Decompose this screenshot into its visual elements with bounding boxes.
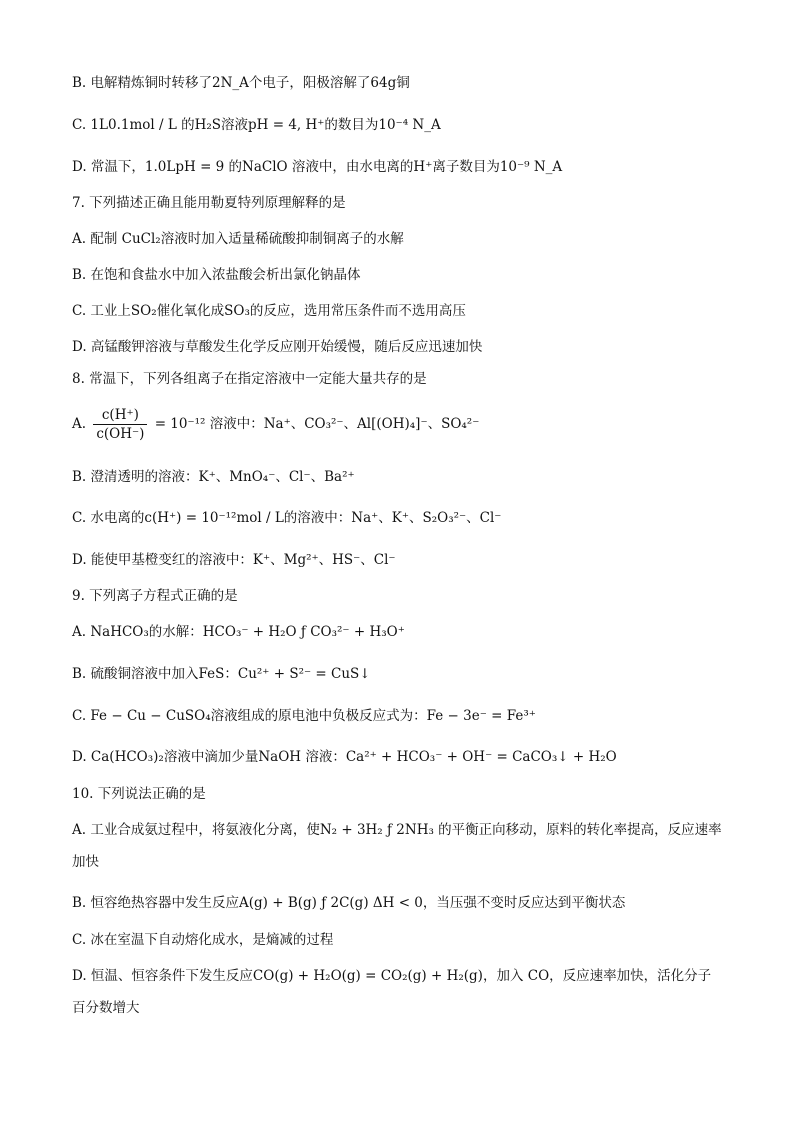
q10-option-b: B. 恒容绝热容器中发生反应A(g) + B(g) ƒ 2C(g) ΔH < 0，当压强不变时反应达到平衡状态 (72, 895, 626, 911)
q8-option-a-label: A. (72, 416, 87, 432)
q10-option-d: D. 恒温、恒容条件下发生反应CO(g) + H₂O(g) = CO₂(g) + H₂(g)，加入 CO，反应速率加快，活化分子百分数增大 (72, 968, 712, 1016)
q8-stem: 8. 常温下，下列各组离子在指定溶液中一定能大量共存的是 (72, 371, 427, 387)
q8-option-a-rest: = 10⁻¹² 溶液中：Na⁺、CO₃²⁻、Al[(OH)₄]⁻、SO₄²⁻ (154, 416, 480, 432)
q9-option-c: C. Fe − Cu − CuSO₄溶液组成的原电池中负极反应式为：Fe − 3e⁻ = Fe³⁺ (72, 708, 536, 724)
q8-option-a (72, 404, 479, 444)
q7-stem: 7. 下列描述正确且能用勒夏特列原理解释的是 (72, 195, 346, 211)
q7-option-c: C. 工业上SO₂催化氧化成SO₃的反应，选用常压条件而不选用高压 (72, 303, 466, 319)
fraction-denominator: c(OH⁻) (96, 426, 145, 442)
q10-stem: 10. 下列说法正确的是 (72, 786, 206, 802)
q7-option-b: B. 在饱和食盐水中加入浓盐酸会析出氯化钠晶体 (72, 267, 361, 283)
q9-option-b: B. 硫酸铜溶液中加入FeS：Cu²⁺ + S²⁻ = CuS↓ (72, 666, 371, 682)
fraction-numerator: c(H⁺) (93, 406, 147, 425)
q8-option-d: D. 能使甲基橙变红的溶液中：K⁺、Mg²⁺、HS⁻、Cl⁻ (72, 552, 396, 568)
q8-option-b: B. 澄清透明的溶液：K⁺、MnO₄⁻、Cl⁻、Ba²⁺ (72, 469, 355, 485)
q8-option-c: C. 水电离的c(H⁺) = 10⁻¹²mol / L的溶液中：Na⁺、K⁺、S₂O₃²⁻、Cl⁻ (72, 510, 502, 526)
q6-option-d: D. 常温下，1.0LpH = 9 的NaClO 溶液中，由水电离的H⁺离子数目为10⁻⁹ N_A (72, 159, 563, 175)
q9-option-a: A. NaHCO₃的水解：HCO₃⁻ + H₂O ƒ CO₃²⁻ + H₃O⁺ (72, 624, 405, 640)
q6-option-b: B. 电解精炼铜时转移了2N_A个电子，阳极溶解了64g铜 (72, 75, 410, 91)
q6-option-c: C. 1L0.1mol / L 的H₂S溶液pH = 4, H⁺的数目为10⁻⁴ N_A (72, 117, 441, 133)
fraction (93, 406, 147, 443)
q9-stem: 9. 下列离子方程式正确的是 (72, 588, 238, 604)
q7-option-a: A. 配制 CuCl₂溶液时加入适量稀硫酸抑制铜离子的水解 (72, 231, 404, 247)
q9-option-d: D. Ca(HCO₃)₂溶液中滴加少量NaOH 溶液：Ca²⁺ + HCO₃⁻ + OH⁻ = CaCO₃↓ + H₂O (72, 749, 617, 765)
q10-option-a: A. 工业合成氨过程中，将氨液化分离，使N₂ + 3H₂ ƒ 2NH₃ 的平衡正向移动，原料的转化率提高，反应速率加快 (72, 822, 722, 870)
q10-option-c: C. 冰在室温下自动熔化成水，是熵减的过程 (72, 932, 334, 948)
q7-option-d: D. 高锰酸钾溶液与草酸发生化学反应刚开始缓慢，随后反应迅速加快 (72, 339, 483, 355)
